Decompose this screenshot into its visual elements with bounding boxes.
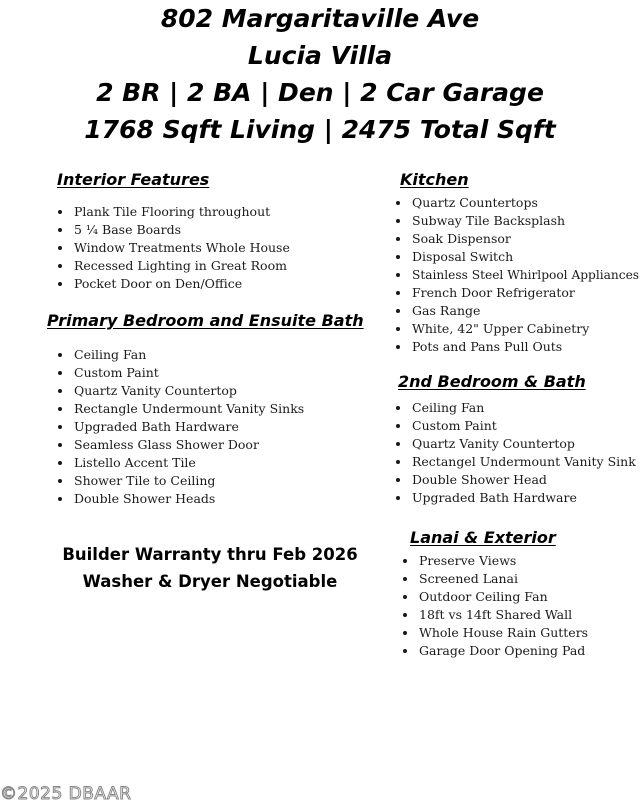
list-item: Rectangel Undermount Vanity Sink <box>395 453 636 471</box>
second-bedroom-title: 2nd Bedroom & Bath <box>398 372 586 391</box>
primary-bedroom-title: Primary Bedroom and Ensuite Bath <box>47 311 364 330</box>
list-item: Custom Paint <box>57 364 304 382</box>
copyright-watermark: ©2025 DBAAR <box>0 784 132 804</box>
list-item: French Door Refrigerator <box>395 284 639 302</box>
primary-bedroom-list <box>57 346 304 508</box>
list-item: Pocket Door on Den/Office <box>57 275 290 293</box>
list-item: Ceiling Fan <box>395 399 636 417</box>
second-bedroom-list <box>395 399 636 507</box>
kitchen-title: Kitchen <box>400 170 469 189</box>
list-item: Stainless Steel Whirlpool Appliances <box>395 266 639 284</box>
list-item: Subway Tile Backsplash <box>395 212 639 230</box>
list-item: Outdoor Ceiling Fan <box>402 588 588 606</box>
rooms-summary-heading: 2 BR | 2 BA | Den | 2 Car Garage <box>96 78 544 107</box>
list-item: Gas Range <box>395 302 639 320</box>
listing-header <box>0 0 640 148</box>
kitchen-list <box>395 194 639 356</box>
list-item: Rectangle Undermount Vanity Sinks <box>57 400 304 418</box>
list-item: Window Treatments Whole House <box>57 239 290 257</box>
model-name-heading: Lucia Villa <box>247 41 393 70</box>
list-item: Double Shower Head <box>395 471 636 489</box>
list-item: 5 ¼ Base Boards <box>57 221 290 239</box>
list-item: Upgraded Bath Hardware <box>57 418 304 436</box>
list-item: Whole House Rain Gutters <box>402 624 588 642</box>
list-item: Recessed Lighting in Great Room <box>57 257 290 275</box>
interior-features-title: Interior Features <box>57 170 210 189</box>
list-item: Screened Lanai <box>402 570 588 588</box>
list-item: Quartz Vanity Countertop <box>57 382 304 400</box>
list-item: Quartz Countertops <box>395 194 639 212</box>
sqft-summary-heading: 1768 Sqft Living | 2475 Total Sqft <box>84 115 556 144</box>
list-item: Shower Tile to Ceiling <box>57 472 304 490</box>
list-item: Quartz Vanity Countertop <box>395 435 636 453</box>
list-item: Seamless Glass Shower Door <box>57 436 304 454</box>
list-item: Listello Accent Tile <box>57 454 304 472</box>
builder-warranty-note: Builder Warranty thru Feb 2026 <box>62 545 358 564</box>
address-heading: 802 Margaritaville Ave <box>160 4 480 33</box>
list-item: 18ft vs 14ft Shared Wall <box>402 606 588 624</box>
list-item: Double Shower Heads <box>57 490 304 508</box>
list-item: Custom Paint <box>395 417 636 435</box>
list-item: Disposal Switch <box>395 248 639 266</box>
washer-dryer-note: Washer & Dryer Negotiable <box>82 572 338 591</box>
list-item: Pots and Pans Pull Outs <box>395 338 639 356</box>
list-item: White, 42" Upper Cabinetry <box>395 320 639 338</box>
list-item: Soak Dispensor <box>395 230 639 248</box>
list-item: Ceiling Fan <box>57 346 304 364</box>
list-item: Garage Door Opening Pad <box>402 642 588 660</box>
lanai-exterior-list <box>402 552 588 660</box>
lanai-exterior-title: Lanai & Exterior <box>410 528 556 547</box>
list-item: Preserve Views <box>402 552 588 570</box>
interior-features-list <box>57 203 290 293</box>
list-item: Upgraded Bath Hardware <box>395 489 636 507</box>
list-item: Plank Tile Flooring throughout <box>57 203 290 221</box>
